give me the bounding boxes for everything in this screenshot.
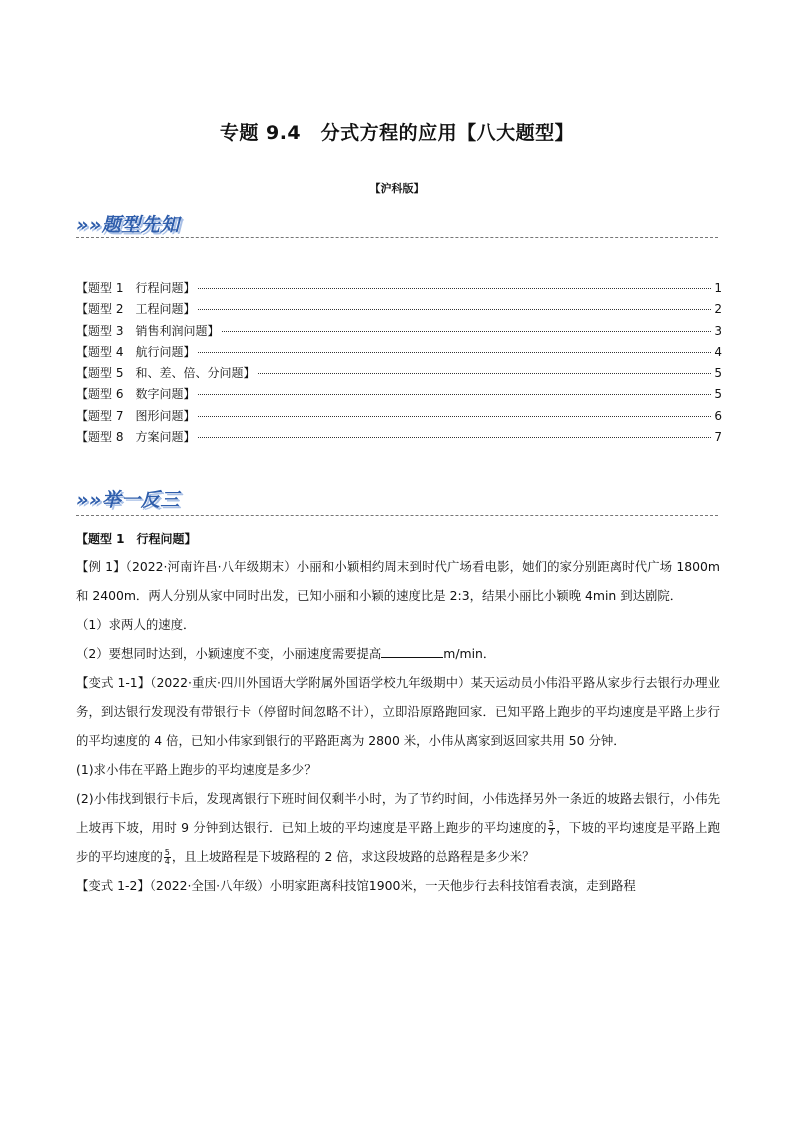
- toc-item-page: 7: [714, 430, 722, 445]
- toc-item-page: 1: [714, 281, 722, 295]
- toc-item-label: 【题型 8 方案问题】: [76, 430, 196, 445]
- toc-item[interactable]: [76, 322, 722, 343]
- toc-leader: [198, 394, 711, 395]
- toc-item[interactable]: [76, 364, 722, 385]
- toc-item[interactable]: [76, 343, 722, 364]
- toc-item[interactable]: [76, 428, 722, 449]
- toc-item[interactable]: [76, 300, 722, 321]
- dashed-divider: [76, 237, 718, 238]
- toc-leader: [222, 331, 711, 332]
- toc-item-label: 【题型 7 图形问题】: [76, 408, 196, 423]
- fraction: $\frac{5}{4}$: [164, 848, 170, 866]
- toc-leader: [198, 288, 711, 289]
- example-1-text: 【例 1】（2022·河南许昌·八年级期末）小丽和小颖相约周末到时代广场看电影，她们的家分别距离时代广场 1800m 和 2400m．两人分别从家中同时出发，已知小丽和小颖的速度比是 2:3，结果小丽比小颖晚 4min 到达剧院．: [76, 559, 720, 603]
- toc-item[interactable]: [76, 407, 722, 428]
- toc-item-label: 【题型 2 工程问题】: [76, 302, 196, 317]
- section-heading: 【题型 1 行程问题】: [76, 532, 197, 546]
- variant-1-2-text: 【变式 1-2】（2022·全国·八年级）小明家距离科技馆1900米，一天他步行去科技馆看表演，走到路程: [76, 878, 636, 893]
- problem-content: [76, 552, 720, 900]
- toc-leader: [198, 309, 711, 310]
- toc-item-label: 【题型 6 数字问题】: [76, 387, 196, 402]
- example-1-question-1: （1）求两人的速度．: [76, 617, 196, 632]
- answer-blank: [381, 645, 443, 658]
- toc-item-page: 4: [714, 344, 722, 359]
- variant-1-1-question-1: (1)求小伟在平路上跑步的平均速度是多少？: [76, 762, 317, 777]
- fraction: $\frac{5}{7}$: [548, 819, 554, 837]
- toc-item-page: 2: [714, 302, 722, 317]
- example-1-question-2: （2）要想同时达到，小颖速度不变，小丽速度需要提高 m/min．: [76, 646, 496, 661]
- variant-1-1-text: 【变式 1-1】（2022·重庆·四川外国语大学附属外国语学校九年级期中）某天运动员小伟沿平路从家步行去银行办理业务，到达银行发现没有带银行卡（停留时间忽略不计），立即沿原路跑回家．已知平路上跑步的平均速度是平路上步行的平均速度的 4 倍，已知小伟家到银行的平路距离为 2800 米，小伟从离家到返回家共用 50 分钟．: [76, 675, 720, 748]
- toc-item-page: 5: [714, 366, 722, 381]
- toc-item-page: 6: [714, 408, 722, 423]
- banner-text: »»题型先知: [76, 214, 180, 236]
- toc-item-page: 3: [714, 323, 722, 338]
- dashed-divider: [76, 515, 718, 516]
- toc-item-label: 【题型 5 和、差、倍、分问题】: [76, 366, 256, 381]
- edition-label: 【沪科版】: [369, 182, 425, 195]
- toc-item-label: 【题型 3 销售利润问题】: [76, 323, 220, 338]
- toc-item-label: 【题型 4 航行问题】: [76, 344, 196, 359]
- toc-item-label: 【题型 1 行程问题】: [76, 281, 196, 295]
- toc-leader: [198, 416, 711, 417]
- toc-item-page: 5: [714, 387, 722, 402]
- toc-leader: [198, 352, 711, 353]
- toc-item[interactable]: [76, 279, 722, 300]
- toc-leader: [198, 437, 711, 438]
- banner-text: »»举一反三: [76, 489, 180, 511]
- page-title: 专题 9.4 分式方程的应用【八大题型】: [219, 122, 575, 144]
- variant-1-1-question-2: (2)小伟找到银行卡后，发现离银行下班时间仅剩半小时，为了节约时间，小伟选择另外一条近的坡路去银行，小伟先上坡再下坡，用时 9 分钟到达银行．已知上坡的平均速度是平路上跑步的平均速度的 $\frac{5}{7}$ ，下坡的平均速度是平路上跑步的平均速度的 $\frac{5}{4}$ ，且上坡路程是下坡路程的 2 倍，求这段坡路的总路程是多少米？: [76, 791, 720, 866]
- table-of-contents: [76, 279, 722, 449]
- toc-item[interactable]: [76, 385, 722, 406]
- toc-leader: [258, 373, 711, 374]
